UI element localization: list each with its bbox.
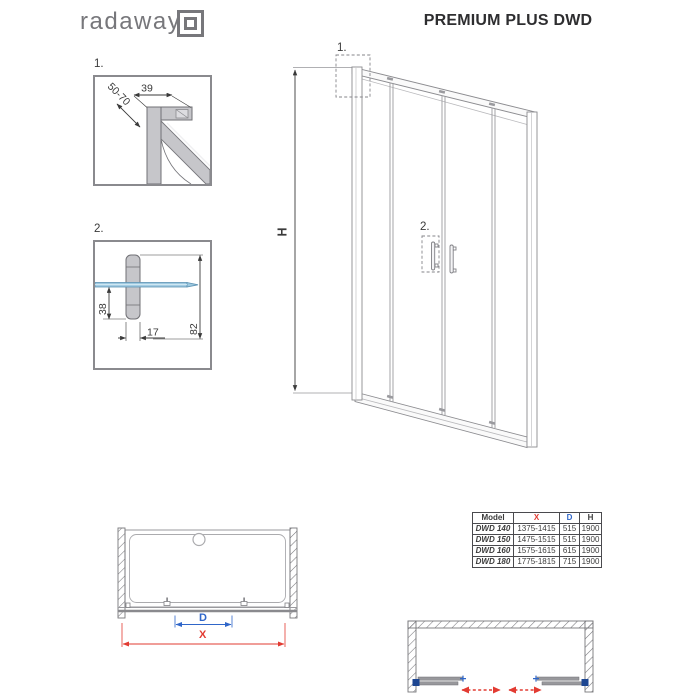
spec-header-x: X <box>514 513 560 524</box>
x-cell: 1575-1615 <box>514 546 560 557</box>
x-cell: 1475-1515 <box>514 535 560 546</box>
spec-header-d: D <box>560 513 580 524</box>
page-title: PREMIUM PLUS DWD <box>423 12 593 29</box>
plan-view-drawing <box>100 524 315 664</box>
top-wall-hatch <box>408 621 593 628</box>
detail2-svg <box>95 242 210 368</box>
dim-82-label: 82 <box>188 323 200 335</box>
dim-X-label: X <box>199 629 207 641</box>
drain-icon <box>193 534 205 546</box>
left-anchor-square <box>413 679 420 686</box>
left-cross-marker <box>460 676 466 682</box>
table-row <box>473 535 602 546</box>
detail1-wall-profile-drawing <box>93 75 212 186</box>
wall-profile-shape <box>147 107 210 184</box>
x-cell: 1375-1415 <box>514 524 560 535</box>
table-row <box>473 524 602 535</box>
h-cell: 1900 <box>580 524 602 535</box>
left-fixed-panel <box>416 682 458 685</box>
dim-H-label: H <box>275 227 290 237</box>
right-cross-marker <box>533 676 539 682</box>
right-sliding-panel <box>537 677 579 680</box>
brand-logo-inner-square-icon <box>184 17 197 30</box>
brand-logo-text: radaway <box>80 8 182 35</box>
d-cell: 515 <box>560 524 580 535</box>
right-door-panels <box>533 676 589 686</box>
spec-table <box>472 512 602 568</box>
glass-panel <box>95 283 198 288</box>
dim-39-group <box>134 95 191 108</box>
detail1-svg <box>95 77 210 184</box>
model-cell: DWD 150 <box>473 535 514 546</box>
door-handles <box>432 242 457 273</box>
detail2-handle-drawing <box>93 240 212 370</box>
detail2-callout-label: 2. <box>94 223 104 235</box>
h-cell: 1900 <box>580 546 602 557</box>
d-cell: 615 <box>560 546 580 557</box>
right-anchor-square <box>582 679 589 686</box>
dim-50-70-group <box>117 104 140 127</box>
h-cell: 1900 <box>580 535 602 546</box>
glass-dividers <box>390 83 495 429</box>
left-wall-profile <box>352 67 362 400</box>
d-cell: 715 <box>560 557 580 568</box>
right-wall-profile <box>527 112 537 447</box>
left-door-panels <box>413 676 467 686</box>
x-cell: 1775-1815 <box>514 557 560 568</box>
model-cell: DWD 180 <box>473 557 514 568</box>
d-cell: 515 <box>560 535 580 546</box>
left-wall-hatch <box>118 528 125 618</box>
table-row <box>473 557 602 568</box>
elevation-callout2-label: 2. <box>420 221 430 233</box>
glass-panel-band <box>161 121 210 184</box>
left-handle <box>432 242 435 270</box>
table-row <box>473 546 602 557</box>
profile-vertical-bar <box>147 107 161 184</box>
left-sliding-panel <box>418 677 463 680</box>
detail1-callout-label: 1. <box>94 58 104 70</box>
right-fixed-panel <box>542 682 584 685</box>
spec-header-model: Model <box>473 513 514 524</box>
door-frame <box>352 67 537 448</box>
dim-D-label: D <box>199 612 207 624</box>
dim-50-70-label: 50-70 <box>104 80 133 109</box>
dim-17-label: 17 <box>147 326 159 339</box>
spec-table-header-row <box>473 513 602 524</box>
brand-logo-square-icon <box>177 10 204 37</box>
spec-header-h: H <box>580 513 602 524</box>
sliding-schematic-drawing <box>403 617 598 697</box>
elevation-callout1-label: 1. <box>337 42 347 54</box>
roller-left <box>164 602 170 606</box>
rail-brackets <box>387 77 495 425</box>
dim-38-label: 38 <box>97 303 109 315</box>
right-handle <box>450 245 453 273</box>
model-cell: DWD 140 <box>473 524 514 535</box>
elevation-drawing <box>285 45 555 455</box>
shower-tray-outer <box>125 530 290 607</box>
h-cell: 1900 <box>580 557 602 568</box>
roller-right <box>241 602 247 606</box>
right-wall-hatch <box>290 528 297 618</box>
dim-39-label: 39 <box>141 82 153 95</box>
model-cell: DWD 160 <box>473 546 514 557</box>
